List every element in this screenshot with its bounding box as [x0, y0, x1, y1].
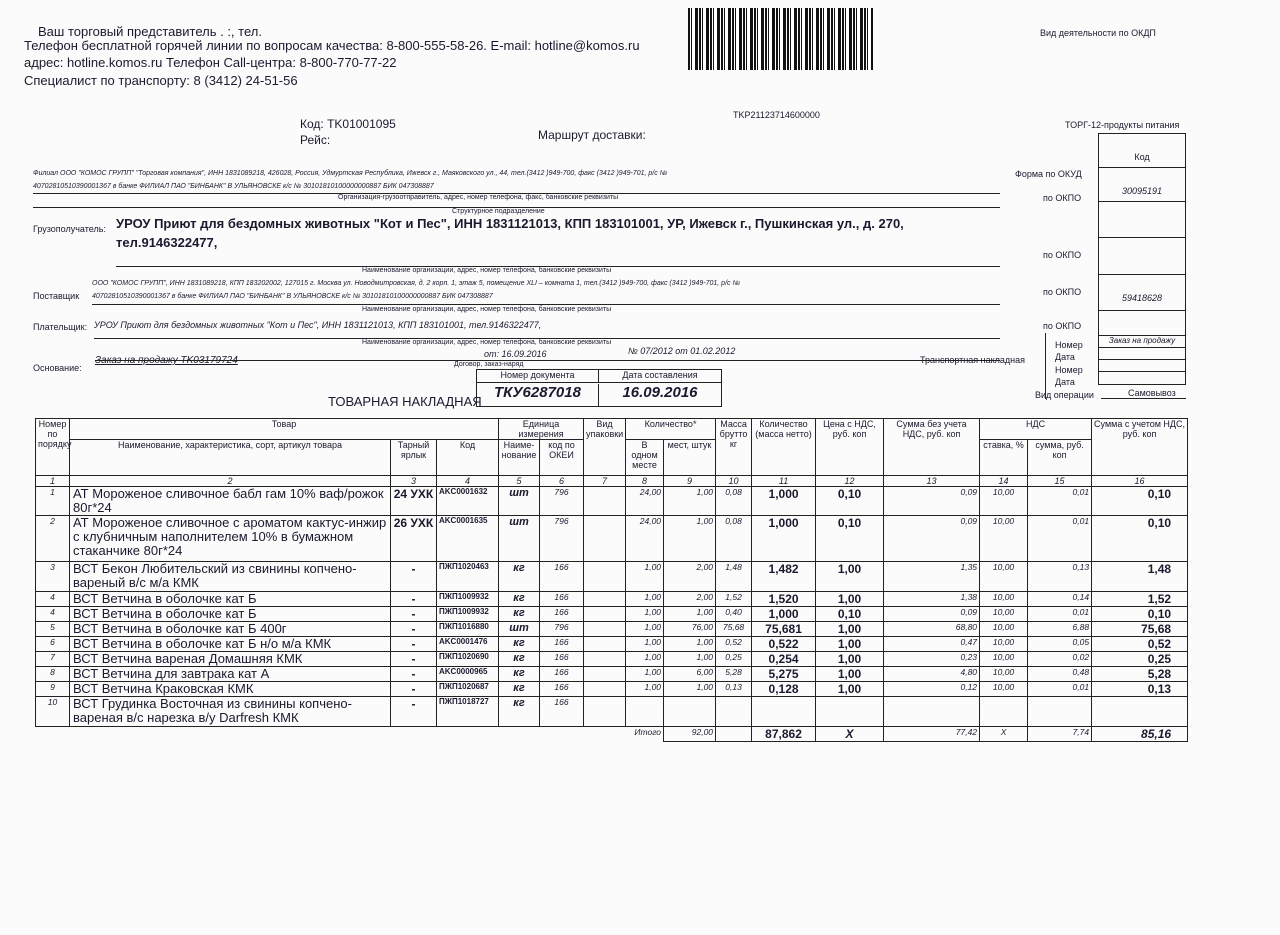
goods-name: ВСТ Ветчина вареная Домашняя КМК [70, 652, 391, 667]
unit-name: кг [499, 562, 540, 592]
goods-name: ВСТ Ветчина в оболочке кат Б [70, 607, 391, 622]
col-header-tare: Тарный ярлык [391, 440, 437, 476]
col-header-vat-rate: ставка, % [980, 440, 1028, 476]
supplier-line-2: 40702810510390001367 в банке ФИЛИАЛ ПАО "БИНБАНК" В УЛЬЯНОВСКЕ к/с № 30101810100000000887 БИК 047308887 [92, 293, 493, 300]
tare-label: - [391, 622, 437, 637]
rule [95, 360, 1000, 361]
gross-mass: 75,68 [716, 622, 752, 637]
vat-sum: 0,02 [1028, 652, 1092, 667]
tare-label: 26 УХК [391, 516, 437, 562]
unit-okei: 166 [540, 637, 584, 652]
table-row [36, 607, 1188, 622]
goods-code: ПЖП1009932 [437, 607, 499, 622]
qty-one-place: 1,00 [626, 592, 664, 607]
vat-rate: 10,00 [980, 487, 1028, 516]
form-name: ТОРГ-12-продукты питания [1065, 120, 1180, 130]
package-type [584, 622, 626, 637]
table-row [36, 682, 1188, 697]
unit-okei: 796 [540, 487, 584, 516]
sum-vat: 0,10 [1092, 607, 1188, 622]
hotline-line: Телефон бесплатной горячей линии по вопросам качества: 8-800-555-58-26. E-mail: hotline@komos.ru [24, 38, 640, 53]
col-header-goods-name: Наименование, характеристика, сорт, артикул товара [70, 440, 391, 476]
sales-rep-line: Ваш торговый представитель . :, тел. [38, 24, 262, 39]
transport-line: Специалист по транспорту: 8 (3412) 24-51-56 [24, 73, 298, 88]
column-number: 13 [884, 476, 980, 487]
net-quantity: 1,000 [752, 516, 816, 562]
net-quantity: 0,522 [752, 637, 816, 652]
goods-name: АТ Мороженое сливочное бабл гам 10% ваф/рожок 80г*24 [70, 487, 391, 516]
price: 1,00 [816, 682, 884, 697]
vat-sum [1028, 697, 1092, 727]
price: 1,00 [816, 622, 884, 637]
gross-mass: 0,08 [716, 516, 752, 562]
col-header-unit-okei: код по ОКЕИ [540, 440, 584, 476]
shipper-caption: Организация-грузоотправитель, адрес, номер телефона, факс, банковские реквизиты [338, 194, 619, 201]
sum-novat: 0,09 [884, 607, 980, 622]
trip-line: Рейс: [300, 133, 331, 147]
document-number-box [476, 369, 722, 407]
operation-value: Самовывоз [1128, 388, 1176, 398]
date-label: Дата [1055, 352, 1075, 362]
sum-vat [1092, 697, 1188, 727]
tare-label: - [391, 697, 437, 727]
gross-mass: 5,28 [716, 667, 752, 682]
unit-okei: 166 [540, 592, 584, 607]
column-number: 5 [499, 476, 540, 487]
goods-code: AKC0001476 [437, 637, 499, 652]
table-row [36, 697, 1188, 727]
vat-rate: 10,00 [980, 592, 1028, 607]
package-type [584, 667, 626, 682]
sum-novat: 4,80 [884, 667, 980, 682]
col-header-unit-name: Наиме-нование [499, 440, 540, 476]
tare-label: - [391, 637, 437, 652]
gross-mass: 0,52 [716, 637, 752, 652]
price [816, 697, 884, 727]
price: 0,10 [816, 516, 884, 562]
goods-name: ВСТ Ветчина для завтрака кат А [70, 667, 391, 682]
row-number: 4 [36, 592, 70, 607]
unit-name: шт [499, 487, 540, 516]
sum-vat: 1,48 [1092, 562, 1188, 592]
vat-sum: 0,01 [1028, 516, 1092, 562]
table-row [36, 637, 1188, 652]
column-number: 7 [584, 476, 626, 487]
total-places: 92,00 [664, 727, 716, 742]
row-number: 9 [36, 682, 70, 697]
doc-date-header: Дата составления [599, 370, 721, 383]
consignee-line-2: тел.9146322477, [116, 235, 218, 250]
goods-code: ПЖП1020690 [437, 652, 499, 667]
package-type [584, 682, 626, 697]
qty-one-place: 24,00 [626, 487, 664, 516]
col-header-unit: Единица измерения [499, 419, 584, 440]
sum-vat: 0,52 [1092, 637, 1188, 652]
gross-mass: 0,08 [716, 487, 752, 516]
unit-name: кг [499, 697, 540, 727]
net-quantity: 5,275 [752, 667, 816, 682]
package-type [584, 592, 626, 607]
barcode-image [688, 8, 873, 70]
qty-one-place: 1,00 [626, 637, 664, 652]
column-number: 16 [1092, 476, 1188, 487]
okpo-label: по ОКПО [1043, 193, 1082, 203]
unit-okei: 796 [540, 622, 584, 637]
sum-novat: 0,09 [884, 487, 980, 516]
sum-vat: 75,68 [1092, 622, 1188, 637]
qty-one-place: 1,00 [626, 667, 664, 682]
sum-vat: 0,25 [1092, 652, 1188, 667]
col-header-number: Номер по порядку [36, 419, 70, 476]
unit-okei: 166 [540, 697, 584, 727]
price: 0,10 [816, 487, 884, 516]
route-label: Маршрут доставки: [538, 128, 646, 142]
unit-name: шт [499, 622, 540, 637]
branch-line-1: Филиал ООО "КОМОС ГРУПП" "Торговая компания", ИНН 1831089218, 426028, Россия, Удмуртская Республика, Ижевск г., Маяковского ул., 44, тел.(3412 )949-700, факс (3412 )949-701, р/с № [33, 170, 668, 177]
net-quantity: 1,000 [752, 607, 816, 622]
goods-code: AKC0001632 [437, 487, 499, 516]
price: 0,10 [816, 607, 884, 622]
price: 1,00 [816, 652, 884, 667]
vat-sum: 0,13 [1028, 562, 1092, 592]
col-header-sum-novat: Сумма без учета НДС, руб. коп [884, 419, 980, 476]
vat-sum: 6,88 [1028, 622, 1092, 637]
vat-rate: 10,00 [980, 682, 1028, 697]
gross-mass: 1,48 [716, 562, 752, 592]
table-row [36, 652, 1188, 667]
goods-code: ПЖП1018727 [437, 697, 499, 727]
basis-value: Заказ на продажу TK03179724 [95, 355, 238, 366]
sum-vat: 0,10 [1092, 516, 1188, 562]
row-number: 2 [36, 516, 70, 562]
order-date-value [1099, 348, 1185, 360]
waybill-date-value [1099, 372, 1185, 384]
goods-name: АТ Мороженое сливочное с ароматом кактус-инжир с клубничным наполнителем 10% в бумажном стаканчике 80г*24 [70, 516, 391, 562]
package-type [584, 697, 626, 727]
tare-label: - [391, 682, 437, 697]
org-caption: Наименование организации, адрес, номер телефона, банковские реквизиты [362, 306, 612, 313]
operation-label: Вид операции [1035, 390, 1094, 400]
column-number: 12 [816, 476, 884, 487]
unit-name: шт [499, 516, 540, 562]
gross-mass: 0,25 [716, 652, 752, 667]
doc-date: 16.09.2016 [622, 384, 698, 401]
vat-rate: 10,00 [980, 607, 1028, 622]
qty-places [664, 697, 716, 727]
sum-vat: 0,10 [1092, 487, 1188, 516]
goods-table [35, 418, 1188, 742]
rule [1045, 333, 1046, 399]
sum-novat: 1,35 [884, 562, 980, 592]
sum-vat: 1,52 [1092, 592, 1188, 607]
column-number: 3 [391, 476, 437, 487]
tare-label: - [391, 667, 437, 682]
price: 1,00 [816, 592, 884, 607]
vat-rate: 10,00 [980, 622, 1028, 637]
col-header-qty-places: мест, штук [664, 440, 716, 476]
package-type [584, 652, 626, 667]
okpo-label: по ОКПО [1043, 287, 1082, 297]
table-row [36, 487, 1188, 516]
goods-name: ВСТ Ветчина Краковская КМК [70, 682, 391, 697]
okpo-code-empty [1099, 238, 1185, 275]
qty-one-place: 24,00 [626, 516, 664, 562]
qty-one-place [626, 697, 664, 727]
column-number: 10 [716, 476, 752, 487]
okud-label: Форма по ОКУД [1015, 169, 1082, 179]
row-number: 4 [36, 607, 70, 622]
package-type [584, 637, 626, 652]
unit-name: кг [499, 652, 540, 667]
unit-name: кг [499, 637, 540, 652]
number-label: Номер [1055, 365, 1083, 375]
total-price: Х [816, 727, 884, 742]
order-value: Заказ на продажу [1099, 336, 1185, 348]
price: 1,00 [816, 637, 884, 652]
column-number: 14 [980, 476, 1028, 487]
vat-sum: 0,01 [1028, 682, 1092, 697]
document-title: ТОВАРНАЯ НАКЛАДНАЯ [328, 394, 482, 409]
sum-vat: 0,13 [1092, 682, 1188, 697]
contract-from: от: 16.09.2016 [484, 349, 547, 359]
unit-okei: 166 [540, 652, 584, 667]
tkr-number: TKP21123714600000 [733, 110, 820, 120]
tare-label: - [391, 652, 437, 667]
column-number-row [36, 476, 1188, 487]
vat-rate: 10,00 [980, 667, 1028, 682]
net-quantity: 75,681 [752, 622, 816, 637]
vat-sum: 0,48 [1028, 667, 1092, 682]
row-number: 7 [36, 652, 70, 667]
net-quantity [752, 697, 816, 727]
goods-name: ВСТ Грудинка Восточная из свинины копчено-вареная в/с нарезка в/у Darfresh КМК [70, 697, 391, 727]
unit-name: кг [499, 592, 540, 607]
price: 1,00 [816, 562, 884, 592]
qty-places: 1,00 [664, 637, 716, 652]
number-label: Номер [1055, 340, 1083, 350]
okpo-code-empty [1099, 202, 1185, 238]
consignee-label: Грузополучатель: [33, 224, 106, 234]
doc-number-header: Номер документа [477, 370, 599, 383]
supplier-line-1: ООО "КОМОС ГРУПП", ИНН 1831089218, КПП 183202002, 127015 г. Москва ул. Новодмитровская, д. 2 корп. 1, этаж 5, помещение XLI – комната 1, тел.(3412 )949-700, факс (3412 )949-701, р/с № [92, 280, 741, 287]
vat-sum: 0,01 [1028, 487, 1092, 516]
basis-label: Основание: [33, 363, 82, 373]
total-label: Итого [634, 727, 662, 737]
unit-okei: 166 [540, 607, 584, 622]
rule [92, 304, 1000, 305]
row-number: 5 [36, 622, 70, 637]
code-line: Код: TK01001095 [300, 117, 396, 131]
contract-number: № 07/2012 от 01.02.2012 [628, 346, 736, 356]
table-row [36, 516, 1188, 562]
column-number: 6 [540, 476, 584, 487]
col-header-sum-vat: Сумма с учетом НДС, руб. коп [1092, 419, 1188, 476]
sum-novat: 68,80 [884, 622, 980, 637]
net-quantity: 0,254 [752, 652, 816, 667]
sum-novat [884, 697, 980, 727]
consignee-line-1: УРОУ Приют для бездомных животных "Кот и Пес", ИНН 1831121013, КПП 183101001, УР, Ижевск г., Пушкинская ул., д. 270, [116, 216, 904, 231]
payer-line: УРОУ Приют для бездомных животных "Кот и Пес", ИНН 1831121013, КПП 183101001, тел.9146322477, [94, 320, 542, 330]
col-header-goods: Товар [70, 419, 499, 440]
branch-line-2: 40702810510390001367 в банке ФИЛИАЛ ПАО "БИНБАНК" В УЛЬЯНОВСКЕ к/с № 30101810100000000887 БИК 047308887 [33, 183, 434, 190]
waybill-number-value [1099, 360, 1185, 372]
table-row [36, 562, 1188, 592]
code-box [1098, 133, 1186, 385]
table-row [36, 667, 1188, 682]
sum-novat: 0,47 [884, 637, 980, 652]
vat-rate [980, 697, 1028, 727]
okpo-code-empty [1099, 311, 1185, 336]
col-header-price: Цена с НДС, руб. коп [816, 419, 884, 476]
okpo-code-1: 30095191 [1099, 168, 1185, 202]
vat-sum: 0,01 [1028, 607, 1092, 622]
total-net: 87,862 [752, 727, 816, 742]
goods-name: ВСТ Ветчина в оболочке кат Б [70, 592, 391, 607]
goods-code: ПЖП1016880 [437, 622, 499, 637]
package-type [584, 487, 626, 516]
col-header-goods-code: Код [437, 440, 499, 476]
gross-mass: 0,13 [716, 682, 752, 697]
goods-code: ПЖП1009932 [437, 592, 499, 607]
qty-one-place: 1,00 [626, 607, 664, 622]
sum-novat: 0,09 [884, 516, 980, 562]
column-number: 9 [664, 476, 716, 487]
unit-name: кг [499, 682, 540, 697]
goods-code: ПЖП1020687 [437, 682, 499, 697]
package-type [584, 607, 626, 622]
qty-one-place: 1,00 [626, 652, 664, 667]
qty-one-place: 1,00 [626, 682, 664, 697]
row-number: 1 [36, 487, 70, 516]
code-header: Код [1099, 134, 1185, 168]
qty-places: 2,00 [664, 562, 716, 592]
total-vat-rate: Х [980, 727, 1028, 742]
division-caption: Структурное подразделение [452, 208, 545, 215]
qty-one-place: 1,00 [626, 622, 664, 637]
row-number: 3 [36, 562, 70, 592]
column-number: 1 [36, 476, 70, 487]
date-label: Дата [1055, 377, 1075, 387]
vat-sum: 0,14 [1028, 592, 1092, 607]
net-quantity: 1,482 [752, 562, 816, 592]
rule [1101, 398, 1186, 399]
col-header-gross: Масса брутто кг [716, 419, 752, 476]
unit-name: кг [499, 667, 540, 682]
goods-code: AKC0001635 [437, 516, 499, 562]
vat-sum: 0,05 [1028, 637, 1092, 652]
vat-rate: 10,00 [980, 516, 1028, 562]
sum-novat: 0,12 [884, 682, 980, 697]
sum-novat: 1,38 [884, 592, 980, 607]
goods-code: AKC0000965 [437, 667, 499, 682]
qty-places: 1,00 [664, 516, 716, 562]
qty-one-place: 1,00 [626, 562, 664, 592]
vat-rate: 10,00 [980, 652, 1028, 667]
okpo-code-2: 59418628 [1099, 275, 1185, 311]
column-number: 8 [626, 476, 664, 487]
col-header-net: Количество (масса нетто) [752, 419, 816, 476]
row-number: 10 [36, 697, 70, 727]
payer-label: Плательщик: [33, 322, 88, 332]
net-quantity: 1,520 [752, 592, 816, 607]
org-caption: Наименование организации, адрес, номер телефона, банковские реквизиты [362, 339, 612, 346]
doc-number: ТКУ6287018 [477, 384, 599, 407]
qty-places: 1,00 [664, 607, 716, 622]
goods-name: ВСТ Ветчина в оболочке кат Б н/о м/а КМК [70, 637, 391, 652]
sum-vat: 5,28 [1092, 667, 1188, 682]
tare-label: - [391, 592, 437, 607]
sum-novat: 0,23 [884, 652, 980, 667]
price: 1,00 [816, 667, 884, 682]
okdp-label: Вид деятельности по ОКДП [1040, 28, 1156, 38]
total-sum-novat: 77,42 [884, 727, 980, 742]
col-header-package: Вид упаковки [584, 419, 626, 476]
column-number: 2 [70, 476, 391, 487]
unit-okei: 166 [540, 682, 584, 697]
row-number: 6 [36, 637, 70, 652]
gross-mass [716, 697, 752, 727]
unit-name: кг [499, 607, 540, 622]
column-number: 15 [1028, 476, 1092, 487]
row-number: 8 [36, 667, 70, 682]
column-number: 4 [437, 476, 499, 487]
goods-name: ВСТ Ветчина в оболочке кат Б 400г [70, 622, 391, 637]
col-header-vat: НДС [980, 419, 1092, 440]
total-vat-sum: 7,74 [1028, 727, 1092, 742]
qty-places: 6,00 [664, 667, 716, 682]
qty-places: 1,00 [664, 487, 716, 516]
table-row [36, 622, 1188, 637]
tare-label: 24 УХК [391, 487, 437, 516]
package-type [584, 516, 626, 562]
unit-okei: 796 [540, 516, 584, 562]
goods-code: ПЖП1020463 [437, 562, 499, 592]
net-quantity: 0,128 [752, 682, 816, 697]
qty-places: 2,00 [664, 592, 716, 607]
col-header-quantity: Количество* [626, 419, 716, 440]
col-header-qty-one: В одном месте [626, 440, 664, 476]
okpo-label: по ОКПО [1043, 321, 1082, 331]
column-number: 11 [752, 476, 816, 487]
vat-rate: 10,00 [980, 562, 1028, 592]
package-type [584, 562, 626, 592]
total-sum-vat: 85,16 [1092, 727, 1188, 742]
qty-places: 76,00 [664, 622, 716, 637]
tare-label: - [391, 562, 437, 592]
contract-caption: Договор, заказ-наряд [454, 361, 524, 368]
unit-okei: 166 [540, 562, 584, 592]
table-row [36, 592, 1188, 607]
transport-waybill-label: Транспортная накладная [920, 355, 1026, 365]
unit-okei: 166 [540, 667, 584, 682]
gross-mass: 0,40 [716, 607, 752, 622]
col-header-vat-sum: сумма, руб. коп [1028, 440, 1092, 476]
qty-places: 1,00 [664, 682, 716, 697]
supplier-label: Поставщик [33, 291, 80, 301]
tare-label: - [391, 607, 437, 622]
net-quantity: 1,000 [752, 487, 816, 516]
org-caption: Наименование организации, адрес, номер телефона, банковские реквизиты [362, 267, 612, 274]
gross-mass: 1,52 [716, 592, 752, 607]
address-line: адрес: hotline.komos.ru Телефон Call-центра: 8-800-770-77-22 [24, 55, 397, 70]
total-row [36, 727, 1188, 742]
okpo-label: по ОКПО [1043, 250, 1082, 260]
qty-places: 1,00 [664, 652, 716, 667]
vat-rate: 10,00 [980, 637, 1028, 652]
goods-name: ВСТ Бекон Любительский из свинины копчено-вареный в/с м/а КМК [70, 562, 391, 592]
